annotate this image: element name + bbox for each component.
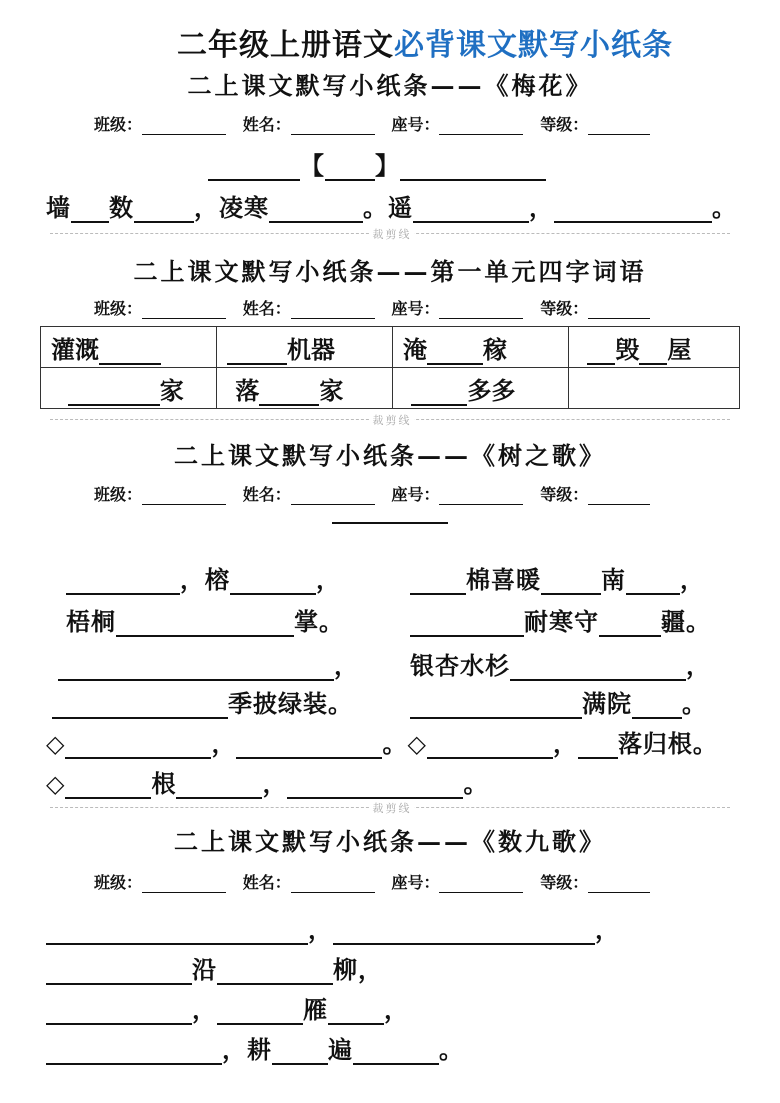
word-text: 淹 (403, 334, 427, 364)
text: 。 (463, 769, 489, 798)
title-blank[interactable] (332, 522, 448, 524)
blank[interactable] (176, 771, 262, 799)
shu-line-1-right (410, 560, 705, 595)
main-title (0, 20, 780, 64)
text: 满院 (582, 689, 632, 718)
jiu-line-2 (46, 950, 383, 985)
section-title-words: 二上课文默写小纸条——第一单元四字词语 (133, 257, 647, 286)
grade-field[interactable] (588, 486, 650, 505)
seat-label: 座号： (391, 299, 440, 318)
text: ， (686, 651, 711, 680)
grade-label: 等级： (540, 299, 589, 318)
name-label: 姓名： (242, 115, 291, 134)
seat-field[interactable] (439, 116, 523, 135)
text: 银杏水杉 (410, 651, 510, 680)
blank[interactable] (287, 771, 463, 799)
text: ， (680, 565, 705, 594)
text: 沿 (192, 955, 217, 984)
class-field[interactable] (142, 874, 226, 893)
name-field[interactable] (291, 874, 375, 893)
author-blank[interactable] (325, 153, 375, 181)
grade-field[interactable] (588, 874, 650, 893)
shu-line-6 (46, 764, 488, 799)
blank[interactable] (46, 917, 308, 945)
blank[interactable] (410, 567, 466, 595)
grade-label: 等级： (540, 115, 589, 134)
class-label: 班级： (94, 115, 143, 134)
blank[interactable] (68, 382, 160, 406)
text: 疆。 (661, 607, 711, 636)
word-cell (217, 368, 393, 409)
shu-line-3-right (410, 646, 711, 681)
word-text: 家 (159, 375, 184, 405)
blank[interactable] (599, 609, 661, 637)
text: 南 (601, 565, 626, 594)
blank[interactable] (46, 997, 192, 1025)
cut-line-1 (50, 226, 730, 240)
cut-label: 裁剪线 (370, 412, 414, 428)
blank[interactable] (411, 382, 467, 406)
text: 耐寒守 (524, 607, 599, 636)
word-text: 屋 (667, 334, 692, 364)
blank[interactable] (554, 195, 712, 223)
section-title-shujiuge: 二上课文默写小纸条——《数九歌》 (174, 827, 606, 856)
cut-line-3 (50, 800, 730, 814)
blank[interactable] (71, 195, 109, 223)
text-comma: ， (529, 193, 554, 222)
blank[interactable] (99, 341, 161, 365)
text: ， (595, 915, 620, 944)
class-label: 班级： (94, 485, 143, 504)
cut-label: 裁剪线 (370, 226, 414, 242)
seat-field[interactable] (439, 300, 523, 319)
word-text: 多多 (467, 375, 516, 405)
blank[interactable] (333, 917, 595, 945)
title-blank[interactable] (400, 153, 546, 181)
diamond-icon: ◇ (407, 729, 427, 758)
blank[interactable] (587, 341, 615, 365)
blank[interactable] (413, 195, 529, 223)
bracket-open: 【 (300, 151, 325, 180)
blank[interactable] (65, 731, 211, 759)
grade-field[interactable] (588, 116, 650, 135)
text-linghan: ，凌寒 (194, 193, 269, 222)
text: ， (384, 995, 409, 1024)
text: ， (211, 729, 237, 758)
blank[interactable] (227, 341, 287, 365)
seat-label: 座号： (391, 873, 440, 892)
name-field[interactable] (291, 300, 375, 319)
class-field[interactable] (142, 486, 226, 505)
seat-field[interactable] (439, 486, 523, 505)
text: ， (308, 915, 333, 944)
cut-line-2 (50, 412, 730, 426)
jiu-line-4 (46, 1030, 464, 1065)
text: ， (334, 651, 359, 680)
text: ，耕 (222, 1035, 272, 1064)
shu-line-5 (46, 724, 718, 759)
grade-label: 等级： (540, 873, 589, 892)
text: 。 (382, 729, 408, 758)
text: 柳， (333, 955, 383, 984)
shu-line-3-left (58, 646, 359, 681)
blank[interactable] (272, 1037, 328, 1065)
name-label: 姓名： (242, 299, 291, 318)
text: ，榕 (180, 565, 230, 594)
seat-label: 座号： (391, 115, 440, 134)
blank[interactable] (353, 1037, 439, 1065)
info-row-2 (94, 296, 650, 319)
class-label: 班级： (94, 873, 143, 892)
blank[interactable] (410, 609, 524, 637)
blank[interactable] (230, 567, 316, 595)
blank[interactable] (541, 567, 601, 595)
text: ， (192, 995, 217, 1024)
text: 。 (439, 1035, 464, 1064)
shu-line-1-left (66, 560, 341, 595)
word-cell (393, 327, 569, 368)
text-period: 。 (712, 193, 737, 222)
class-field[interactable] (142, 300, 226, 319)
blank[interactable] (65, 771, 151, 799)
blank[interactable] (328, 997, 384, 1025)
poem-author-line (208, 146, 546, 181)
blank[interactable] (259, 382, 319, 406)
seat-label: 座号： (391, 485, 440, 504)
blank[interactable] (427, 731, 553, 759)
shu-line-2-right (410, 602, 711, 637)
text: ， (262, 769, 288, 798)
word-cell-empty (569, 368, 740, 409)
name-label: 姓名： (242, 485, 291, 504)
blank[interactable] (427, 341, 483, 365)
text: 棉喜暖 (466, 565, 541, 594)
seat-field[interactable] (439, 874, 523, 893)
jiu-line-3 (46, 990, 409, 1025)
word-table (40, 326, 740, 409)
grade-label: 等级： (540, 485, 589, 504)
word-text: 灌溉 (51, 334, 99, 364)
word-cell (217, 327, 393, 368)
word-cell (41, 327, 217, 368)
blank[interactable] (52, 691, 228, 719)
blank[interactable] (46, 1037, 222, 1065)
word-text: 家 (319, 375, 344, 405)
blank[interactable] (217, 997, 303, 1025)
grade-field[interactable] (588, 300, 650, 319)
word-cell (569, 327, 740, 368)
main-title-blue: 必背课文默写小纸条 (394, 28, 673, 63)
blank[interactable] (510, 653, 686, 681)
info-row-3 (94, 482, 650, 505)
cut-label: 裁剪线 (370, 800, 414, 816)
name-field[interactable] (291, 486, 375, 505)
blank[interactable] (578, 731, 618, 759)
blank[interactable] (66, 567, 180, 595)
text: ， (552, 729, 578, 758)
text-qiang: 墙 (46, 193, 71, 222)
text: 掌。 (294, 607, 344, 636)
word-text: 机器 (287, 334, 335, 364)
shu-line-4-right (410, 684, 707, 719)
dynasty-blank[interactable] (208, 153, 300, 181)
blank[interactable] (116, 609, 294, 637)
blank[interactable] (410, 691, 582, 719)
blank[interactable] (58, 653, 334, 681)
text: 梧桐 (66, 607, 116, 636)
blank[interactable] (217, 957, 333, 985)
blank[interactable] (639, 341, 667, 365)
text: 。 (682, 689, 707, 718)
name-label: 姓名： (242, 873, 291, 892)
word-text: 毁 (615, 334, 640, 364)
text: ， (316, 565, 341, 594)
blank[interactable] (269, 195, 363, 223)
blank[interactable] (626, 567, 680, 595)
shu-line-2-left (66, 602, 344, 637)
blank[interactable] (134, 195, 194, 223)
text: 雁 (303, 995, 328, 1024)
meihua-line (46, 188, 737, 223)
text: 季披绿装。 (228, 689, 353, 718)
bracket-close: 】 (375, 151, 400, 180)
blank[interactable] (46, 957, 192, 985)
text: 根 (151, 769, 177, 798)
text-yao: 。遥 (363, 193, 413, 222)
info-row-4 (94, 870, 650, 893)
blank[interactable] (632, 691, 682, 719)
word-text: 稼 (483, 334, 507, 364)
class-field[interactable] (142, 116, 226, 135)
text: 落归根。 (617, 729, 718, 758)
class-label: 班级： (94, 299, 143, 318)
word-text: 落 (235, 375, 260, 405)
text: 遍 (328, 1035, 353, 1064)
blank[interactable] (236, 731, 382, 759)
main-title-black: 二年级上册语文 (177, 28, 394, 63)
diamond-icon: ◇ (46, 769, 66, 798)
word-cell (41, 368, 217, 409)
text-shu: 数 (109, 193, 134, 222)
section-title-meihua: 二上课文默写小纸条——《梅花》 (187, 71, 593, 100)
name-field[interactable] (291, 116, 375, 135)
info-row-1 (94, 112, 650, 135)
word-cell (393, 368, 569, 409)
jiu-line-1 (46, 910, 620, 945)
section-title-shuzhige: 二上课文默写小纸条——《树之歌》 (174, 441, 606, 470)
shu-line-4-left (52, 684, 353, 719)
diamond-icon: ◇ (46, 729, 66, 758)
